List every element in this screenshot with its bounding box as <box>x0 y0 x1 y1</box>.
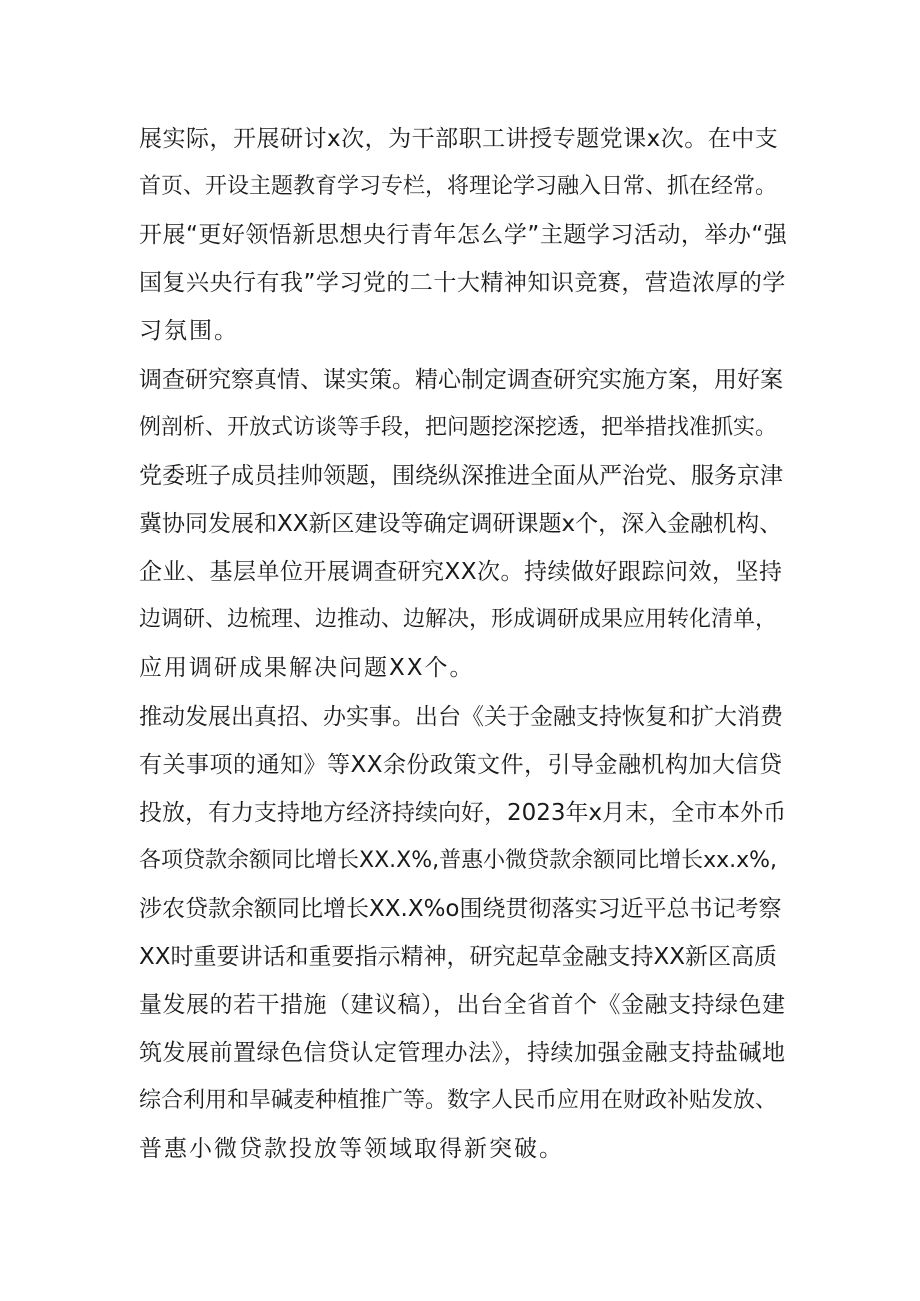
text-line: 展实际，开展研讨x次，为干部职工讲授专题党课x次。在中支 <box>139 126 779 152</box>
paragraph-heading-line: 推动发展出真招、办实事。出台《关于金融支持恢复和扩大消费 <box>139 704 783 730</box>
text-line: 习氛围。 <box>139 318 239 344</box>
text-line: 投放，有力支持地方经济持续向好，2023年x月末，全市本外币 <box>139 800 787 826</box>
text-line: 普惠小微贷款投放等领域取得新突破。 <box>139 1136 564 1162</box>
text-line: 各项贷款余额同比增长XX.X%,普惠小微贷款余额同比增长xx.x%, <box>139 848 778 873</box>
text-line: 党委班子成员挂帅领题，围绕纵深推进全面从严治党、服务京津 <box>139 463 783 489</box>
text-line: XX时重要讲话和重要指示精神，研究起草金融支持XX新区高质 <box>139 944 778 970</box>
text-line: 国复兴央行有我”学习党的二十大精神知识竞赛，营造浓厚的学 <box>139 270 786 296</box>
text-line: 应用调研成果解决问题XX个。 <box>139 655 475 681</box>
text-line: 涉农贷款余额同比增长XX.X%o围绕贯彻落实习近平总书记考察 <box>139 896 782 922</box>
text-line: 冀协同发展和XX新区建设等确定调研课题x个，深入金融机构、 <box>139 511 783 537</box>
text-line: 开展“更好领悟新思想央行青年怎么学”主题学习活动，举办“强 <box>139 222 788 248</box>
text-line: 综合利用和旱碱麦种植推广等。数字人民币应用在财政补贴发放、 <box>139 1088 778 1113</box>
text-line: 量发展的若干措施（建议稿），出台全省首个《金融支持绿色建 <box>139 992 786 1018</box>
paragraph-heading-line: 调查研究察真情、谋实策。精心制定调查研究实施方案，用好案 <box>139 367 783 393</box>
text-line: 例剖析、开放式访谈等手段，把问题挖深挖透，把举措找准抓实。 <box>139 415 778 440</box>
text-line: 企业、基层单位开展调查研究XX次。持续做好跟踪问效，坚持 <box>139 559 783 585</box>
text-line: 有关事项的通知》等XX余份政策文件，引导金融机构加大信贷 <box>139 752 783 778</box>
text-line: 边调研、边梳理、边推动、边解决，形成调研成果应用转化清单， <box>139 607 778 632</box>
text-line: 首页、开设主题教育学习专栏，将理论学习融入日常、抓在经常。 <box>139 174 778 199</box>
text-line: 筑发展前置绿色信贷认定管理办法》，持续加强金融支持盐碱地 <box>139 1040 786 1066</box>
